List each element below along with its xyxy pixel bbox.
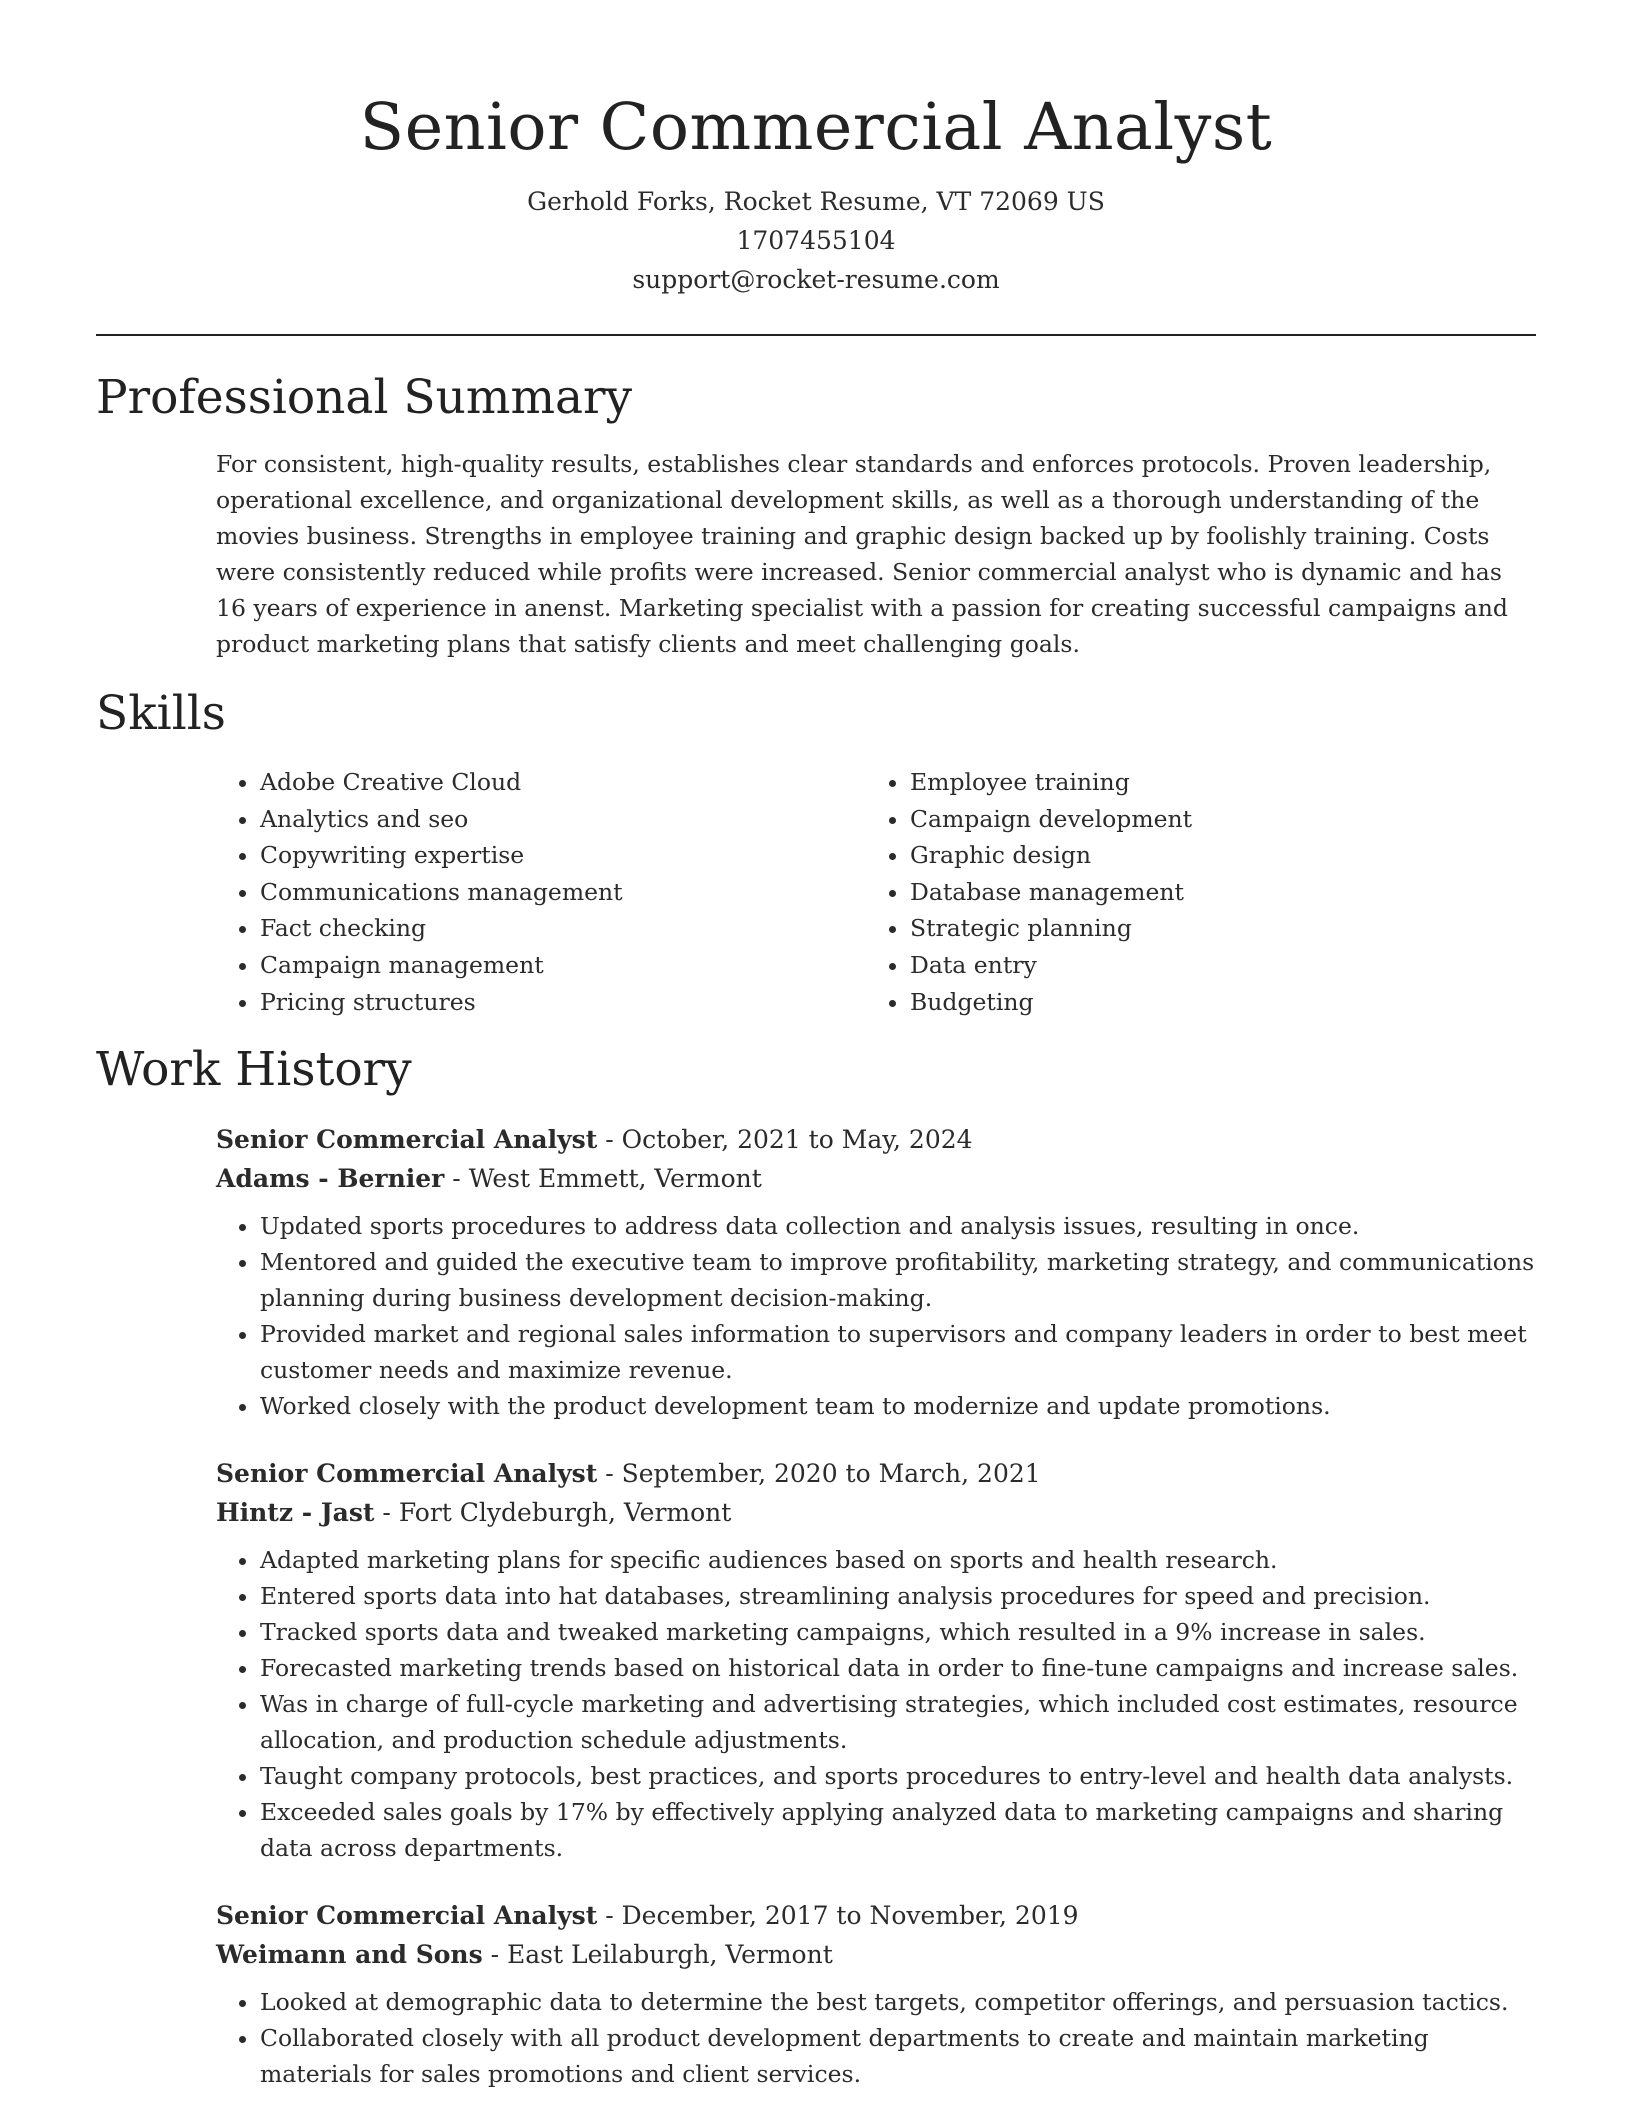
job-company-line — [216, 1159, 1536, 1198]
job-bullet: • Entered sports data into hat databases, streamlining analysis procedures for speed and precision. — [260, 1578, 1536, 1614]
job-bullet: • Provided market and regional sales information to supervisors and company leaders in order to best meet customer needs and maximize revenue. — [260, 1316, 1536, 1388]
skill-item: • Fact checking — [260, 910, 866, 947]
job-bullet: • Mentored and guided the executive team to improve profitability, marketing strategy, and communications planning during business development decision-making. — [260, 1244, 1536, 1316]
job-bullet: • Forecasted marketing trends based on historical data in order to fine-tune campaigns and increase sales. — [260, 1650, 1536, 1686]
job-title: Senior Commercial Analyst — [216, 1459, 598, 1489]
skill-item: • Database management — [910, 874, 1192, 911]
job-company-line — [216, 1493, 1536, 1532]
job-title: Senior Commercial Analyst — [216, 1125, 598, 1155]
job-bullet: • Looked at demographic data to determine the best targets, competitor offerings, and persuasion tactics. — [260, 1984, 1536, 2020]
skill-item: • Data entry — [910, 947, 1192, 984]
job-bullet: • Exceeded sales goals by 17% by effectively applying analyzed data to marketing campaigns and sharing data across departments. — [260, 1794, 1536, 1866]
job-bullets — [216, 1984, 1536, 2092]
job-entry — [216, 1896, 1536, 2092]
job-entry — [216, 1120, 1536, 1424]
skill-item: • Strategic planning — [910, 910, 1192, 947]
resume-name: Senior Commercial Analyst — [359, 90, 1273, 165]
skill-item: • Employee training — [910, 764, 1192, 801]
job-bullets — [216, 1542, 1536, 1866]
skill-item: • Adobe Creative Cloud — [260, 764, 866, 801]
job-company-line — [216, 1935, 1536, 1974]
job-location: - Fort Clydeburgh, Vermont — [374, 1498, 732, 1528]
summary-heading: Professional Summary — [96, 370, 633, 425]
job-title-line — [216, 1896, 1536, 1935]
skills-list — [216, 764, 1536, 1020]
job-bullet: • Collaborated closely with all product development departments to create and maintain marketing materials for sales promotions and client services. — [260, 2020, 1536, 2092]
contact-block — [96, 182, 1536, 299]
skill-item: • Campaign development — [910, 801, 1192, 838]
email: support@rocket-resume.com — [632, 265, 1000, 294]
job-bullet: • Taught company protocols, best practices, and sports procedures to entry-level and health data analysts. — [260, 1758, 1536, 1794]
skill-item: • Communications management — [260, 874, 866, 911]
resume-page — [96, 0, 1536, 2092]
job-bullet: • Updated sports procedures to address data collection and analysis issues, resulting in once. — [260, 1208, 1536, 1244]
skills-column-left — [216, 764, 866, 1020]
job-bullet: • Tracked sports data and tweaked marketing campaigns, which resulted in a 9% increase in sales. — [260, 1614, 1536, 1650]
job-location: - East Leilaburgh, Vermont — [482, 1940, 833, 1970]
skill-item: • Copywriting expertise — [260, 837, 866, 874]
job-company: Hintz - Jast — [216, 1498, 375, 1528]
skill-item: • Graphic design — [910, 837, 1192, 874]
job-entry — [216, 1454, 1536, 1866]
address: Gerhold Forks, Rocket Resume, VT 72069 US — [527, 187, 1105, 216]
job-title-line — [216, 1454, 1536, 1493]
job-dates: - September, 2020 to March, 2021 — [597, 1459, 1041, 1489]
job-dates: - December, 2017 to November, 2019 — [597, 1901, 1079, 1931]
job-title-line — [216, 1120, 1536, 1159]
job-location: - West Emmett, Vermont — [444, 1164, 762, 1194]
header-divider — [96, 334, 1536, 336]
skill-item: • Budgeting — [910, 984, 1192, 1021]
resume-header — [96, 0, 1536, 299]
job-bullets — [216, 1208, 1536, 1424]
job-bullet: • Worked closely with the product development team to modernize and update promotions. — [260, 1388, 1536, 1424]
job-bullet: • Was in charge of full-cycle marketing and advertising strategies, which included cost estimates, resource allocation, and production schedule adjustments. — [260, 1686, 1536, 1758]
job-dates: - October, 2021 to May, 2024 — [597, 1125, 973, 1155]
skills-column-right — [866, 764, 1192, 1020]
job-company: Adams - Bernier — [216, 1164, 445, 1194]
job-bullet: • Adapted marketing plans for specific audiences based on sports and health research. — [260, 1542, 1536, 1578]
skill-item: • Analytics and seo — [260, 801, 866, 838]
phone: 1707455104 — [736, 226, 896, 255]
job-title: Senior Commercial Analyst — [216, 1901, 598, 1931]
summary-text: For consistent, high-quality results, establishes clear standards and enforces protocols. Proven leadership, operational excellence, and organizational development skills, as well as a thorough understanding of the movies business. Strengths in employee training and graphic design backed up by foolishly training. Costs were consistently reduced while profits were increased. Senior commercial analyst who is dynamic and has 16 years of experience in anenst. Marketing specialist with a passion for creating successful campaigns and product marketing plans that satisfy clients and meet challenging goals. — [216, 450, 1508, 658]
skills-heading: Skills — [96, 686, 226, 741]
skill-item: • Pricing structures — [260, 984, 866, 1021]
skill-item: • Campaign management — [260, 947, 866, 984]
work-history-heading: Work History — [96, 1042, 412, 1098]
job-company: Weimann and Sons — [216, 1940, 483, 1970]
